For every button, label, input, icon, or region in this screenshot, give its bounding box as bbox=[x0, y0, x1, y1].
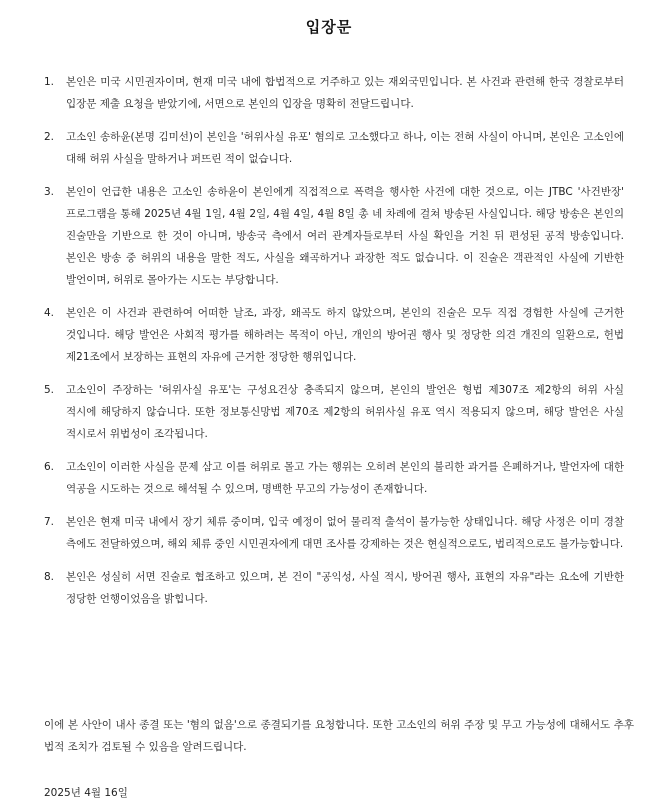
item-text: 본인이 언급한 내용은 고소인 송하윤이 본인에게 직접적으로 폭력을 행사한 사건에 대한 것으로, 이는 JTBC '사건반장' 프로그램을 통해 2025년 4월 1일, 4월 2일, 4월 4일, 4월 8일 총 네 차례에 걸쳐 방송된 사실입니다. 해당 방송은 본인의 진술만을 기반으로 한 것이 아니며, 방송국 측에서 여러 관계자들로부터 사실 확인을 거친 뒤 편성된 공적 방송입니다. 본인은 방송 중 허위의 내용을 말한 적도, 사실을 왜곡하거나 과장한 적도 없습니다. 이 진술은 객관적인 사실에 기반한 발언이며, 허위로 몰아가는 시도는 부당합니다. bbox=[66, 186, 624, 286]
item-text: 본인은 미국 시민권자이며, 현재 미국 내에 합법적으로 거주하고 있는 재외국민입니다. 본 사건과 관련해 한국 경찰로부터 입장문 제출 요청을 받았기에, 서면으로 본인의 입장을 명확히 전달드립니다. bbox=[66, 76, 624, 110]
item-number: 6. bbox=[44, 461, 55, 473]
item-number: 8. bbox=[44, 571, 55, 583]
item-number: 5. bbox=[44, 384, 55, 396]
item-number: 3. bbox=[44, 186, 55, 198]
item-text: 본인은 현재 미국 내에서 장기 체류 중이며, 입국 예정이 없어 물리적 출석이 불가능한 상태입니다. 해당 사정은 이미 경찰 측에도 전달하였으며, 해외 체류 중인 시민권자에게 대면 조사를 강제하는 것은 현실적으로도, 법리적으로도 불가능합니다. bbox=[66, 516, 624, 550]
closing-paragraph: 이에 본 사안이 내사 종결 또는 '혐의 없음'으로 종결되기를 요청합니다. 또한 고소인의 허위 주장 및 무고 가능성에 대해서도 추후 법적 조치가 검토될 수 있음을 알려드립니다. bbox=[44, 719, 634, 753]
item-number: 1. bbox=[44, 76, 55, 88]
item-number: 4. bbox=[44, 307, 55, 319]
item-text: 본인은 이 사건과 관련하여 어떠한 날조, 과장, 왜곡도 하지 않았으며, 본인의 진술은 모두 직접 경험한 사실에 근거한 것입니다. 해당 발언은 사회적 평가를 해하려는 목적이 아닌, 개인의 방어권 행사 및 정당한 의견 개진의 일환으로, 헌법 제21조에서 보장하는 표현의 자유에 근거한 정당한 행위입니다. bbox=[66, 307, 624, 363]
statement-list bbox=[44, 71, 624, 621]
item-text: 고소인 송하윤(본명 김미선)이 본인을 '허위사실 유포' 혐의로 고소했다고 하나, 이는 전혀 사실이 아니며, 본인은 고소인에 대해 허위 사실을 말하거나 퍼뜨린 적이 없습니다. bbox=[66, 131, 624, 165]
item-text: 고소인이 주장하는 '허위사실 유포'는 구성요건상 충족되지 않으며, 본인의 발언은 형법 제307조 제2항의 허위 사실 적시에 해당하지 않습니다. 또한 정보통신망법 제70조 제2항의 허위사실 유포 역시 적용되지 않으며, 해당 발언은 사실 적시로서 위법성이 조각됩니다. bbox=[66, 384, 624, 440]
statement-item-7 bbox=[44, 511, 624, 555]
statement-item-3 bbox=[44, 181, 624, 291]
item-number: 2. bbox=[44, 131, 55, 143]
item-number: 7. bbox=[44, 516, 55, 528]
document-date: 2025년 4월 16일 bbox=[44, 787, 128, 799]
item-text: 고소인이 이러한 사실을 문제 삼고 이를 허위로 몰고 가는 행위는 오히려 본인의 불리한 과거를 은폐하거나, 발언자에 대한 역공을 시도하는 것으로 해석될 수 있으며, 명백한 무고의 가능성이 존재합니다. bbox=[66, 461, 624, 495]
document-title: 입장문 bbox=[305, 18, 353, 36]
statement-item-5 bbox=[44, 379, 624, 445]
statement-item-2 bbox=[44, 126, 624, 170]
statement-item-8 bbox=[44, 566, 624, 610]
statement-item-1 bbox=[44, 71, 624, 115]
item-text: 본인은 성실히 서면 진술로 협조하고 있으며, 본 건이 "공익성, 사실 적시, 방어권 행사, 표현의 자유"라는 요소에 기반한 정당한 언행이었음을 밝힙니다. bbox=[66, 571, 624, 605]
statement-item-4 bbox=[44, 302, 624, 368]
statement-item-6 bbox=[44, 456, 624, 500]
